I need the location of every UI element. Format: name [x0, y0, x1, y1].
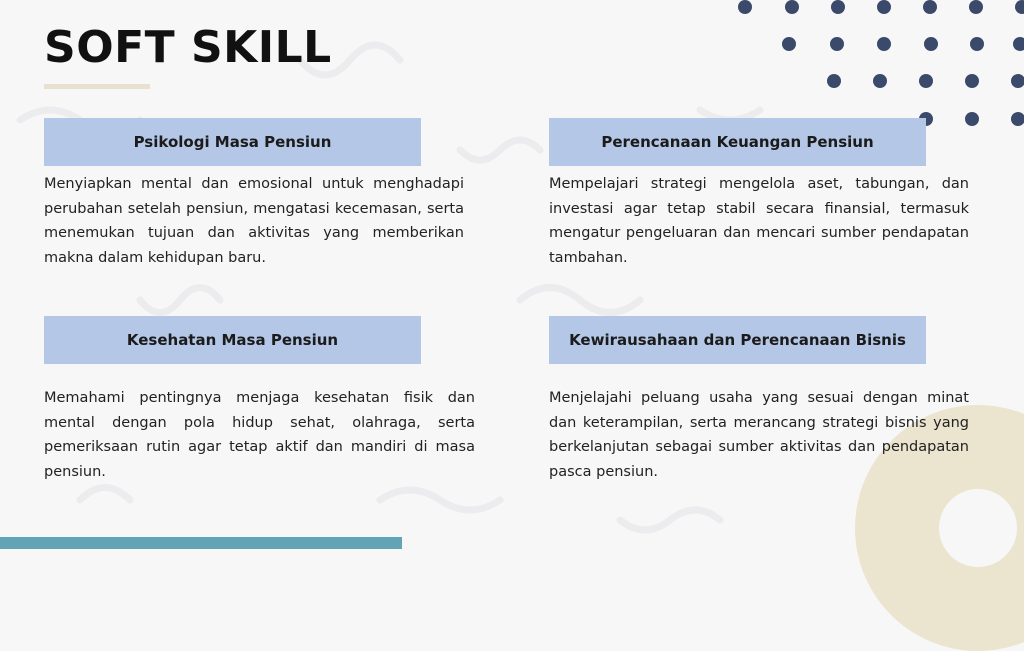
dot	[924, 37, 938, 51]
title-underline	[44, 84, 150, 89]
dot	[965, 74, 979, 88]
card-text: Menjelajahi peluang usaha yang sesuai dengan minat dan keterampilan, serta merancang strategi bisnis yang berkelanjutan sebagai sumber aktivitas dan pendapatan pasca pensiun.	[549, 390, 969, 480]
dot	[1015, 0, 1024, 14]
card-kewirausahaan	[549, 316, 969, 484]
card-kesehatan	[44, 316, 475, 484]
page-title: SOFT SKILL	[44, 22, 332, 73]
dot	[827, 74, 841, 88]
dot	[831, 0, 845, 14]
dot	[785, 0, 799, 14]
dot	[1011, 112, 1024, 126]
accent-bar	[0, 537, 402, 549]
dot	[782, 37, 796, 51]
decorative-dots	[724, 0, 1024, 130]
dot	[830, 37, 844, 51]
card-heading: Psikologi Masa Pensiun	[44, 118, 421, 166]
dot	[873, 74, 887, 88]
dot	[1013, 37, 1024, 51]
dot	[877, 37, 891, 51]
card-keuangan	[549, 118, 969, 270]
card-heading: Kewirausahaan dan Perencanaan Bisnis	[549, 316, 926, 364]
card-text: Mempelajari strategi mengelola aset, tabungan, dan investasi agar tetap stabil secara finansial, termasuk mengatur pengeluaran dan mencari sumber pendapatan tambahan.	[549, 176, 969, 266]
dot	[877, 0, 891, 14]
dot	[969, 0, 983, 14]
card-heading: Kesehatan Masa Pensiun	[44, 316, 421, 364]
card-text: Menyiapkan mental dan emosional untuk menghadapi perubahan setelah pensiun, mengatasi kecemasan, serta menemukan tujuan dan aktivitas yang memberikan makna dalam kehidupan baru.	[44, 176, 464, 266]
dot	[923, 0, 937, 14]
dot	[970, 37, 984, 51]
dot	[738, 0, 752, 14]
card-heading: Perencanaan Keuangan Pensiun	[549, 118, 926, 166]
card-psikologi	[44, 118, 464, 270]
card-text: Memahami pentingnya menjaga kesehatan fisik dan mental dengan pola hidup sehat, olahraga, serta pemeriksaan rutin agar tetap aktif dan mandiri di masa pensiun.	[44, 390, 475, 480]
dot	[1011, 74, 1024, 88]
dot	[919, 74, 933, 88]
